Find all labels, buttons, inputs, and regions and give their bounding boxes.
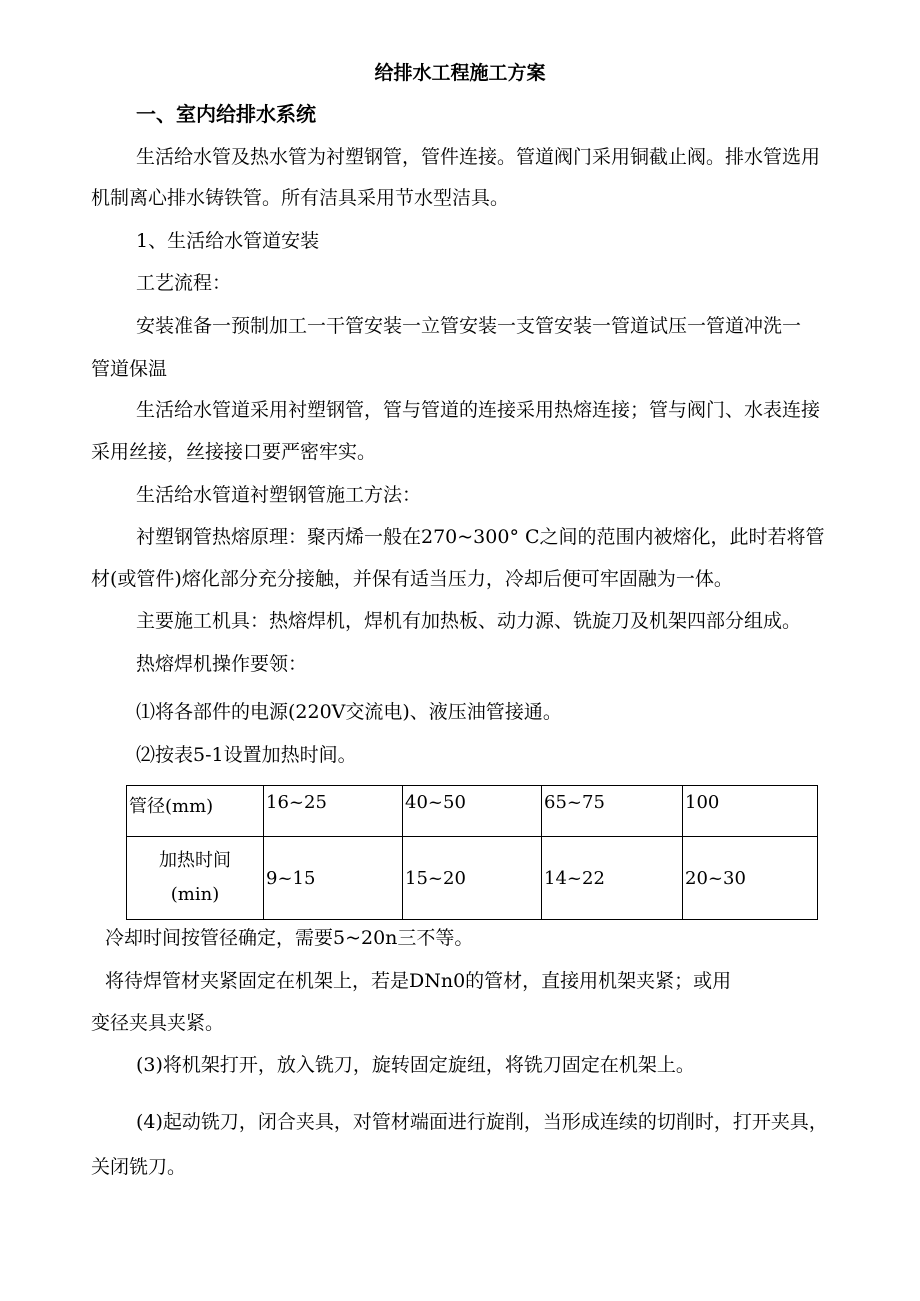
step-line: ⑴将各部件的电源(220V交流电)、液压油管接通。 xyxy=(136,701,562,723)
heating-time-table xyxy=(126,785,818,920)
paragraph-line: 衬塑钢管热熔原理：聚丙烯一般在270~300° C之间的范围内被熔化，此时若将管 xyxy=(136,526,825,548)
paragraph-line: 冷却时间按管径确定，需要5~20n三不等。 xyxy=(105,927,474,949)
paragraph-line: 生活给水管道采用衬塑钢管，管与管道的连接采用热熔连接；管与阀门、水表连接 xyxy=(136,399,821,421)
table-row xyxy=(127,786,818,837)
flow-line: 管道保温 xyxy=(91,358,168,380)
paragraph-line: 将待焊管材夹紧固定在机架上，若是DNn0的管材，直接用机架夹紧；或用 xyxy=(105,970,732,992)
flow-line: 安装准备一预制加工一干管安装一立管安装一支管安装一管道试压一管道冲洗一 xyxy=(136,315,802,337)
table-cell: 14~22 xyxy=(542,837,683,920)
table-row-header xyxy=(127,837,264,920)
table-cell: 40~50 xyxy=(403,786,542,837)
paragraph-line: 材(或管件)熔化部分充分接触，并保有适当压力，冷却后便可牢固融为一体。 xyxy=(91,568,733,590)
subsection-heading: 1、生活给水管道安装 xyxy=(136,230,320,252)
paragraph-line: 机制离心排水铸铁管。所有洁具采用节水型洁具。 xyxy=(91,187,510,209)
paragraph-line: 生活给水管及热水管为衬塑钢管，管件连接。管道阀门采用铜截止阀。排水管选用 xyxy=(136,146,821,168)
table-cell: 15~20 xyxy=(403,837,542,920)
step-line: 关闭铣刀。 xyxy=(91,1156,187,1178)
method-label: 生活给水管道衬塑钢管施工方法： xyxy=(136,484,422,506)
ops-label: 热熔焊机操作要领： xyxy=(136,653,308,675)
step-line: (4)起动铣刀，闭合夹具，对管材端面进行旋削，当形成连续的切削时，打开夹具， xyxy=(136,1111,828,1133)
step-line: (3)将机架打开，放入铣刀，旋转固定旋纽，将铣刀固定在机架上。 xyxy=(136,1054,695,1076)
row-header-unit: (min) xyxy=(170,884,220,905)
flow-label: 工艺流程： xyxy=(136,272,232,294)
paragraph-line: 采用丝接，丝接接口要严密牢实。 xyxy=(91,441,377,463)
step-line: ⑵按表5-1设置加热时间。 xyxy=(136,744,357,766)
tools-line: 主要施工机具：热熔焊机，焊机有加热板、动力源、铣旋刀及机架四部分组成。 xyxy=(136,610,802,632)
table-cell: 9~15 xyxy=(264,837,403,920)
table-cell: 20~30 xyxy=(683,837,818,920)
paragraph-line: 变径夹具夹紧。 xyxy=(91,1012,225,1034)
table-cell: 65~75 xyxy=(542,786,683,837)
section-heading: 一、室内给排水系统 xyxy=(136,102,316,126)
table-row xyxy=(127,837,818,920)
row-header-label: 加热时间 xyxy=(159,850,231,871)
table-cell: 100 xyxy=(683,786,818,837)
table-cell: 16~25 xyxy=(264,786,403,837)
document-title: 给排水工程施工方案 xyxy=(374,62,546,84)
table-cell: 管径(mm) xyxy=(127,786,264,837)
